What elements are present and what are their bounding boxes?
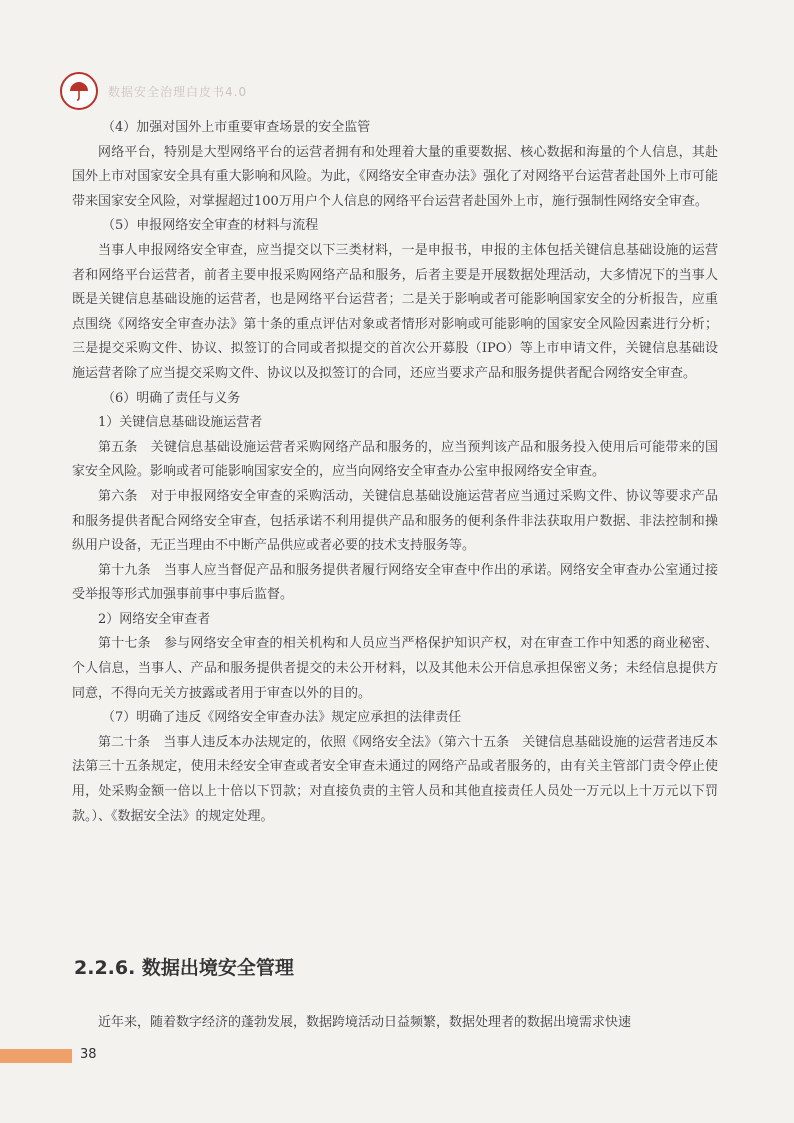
subheading-reviewer: 2）网络安全审查者 bbox=[98, 611, 211, 627]
article-20: 第二十条 当事人违反本办法规定的，依照《网络安全法》（第六十五条 关键信息基础设施的运营者违反本法第三十五条规定，使用未经安全审查或者安全审查未通过的网络产品或者服务的，由有关主管部门责令停止使用，处采购金额一倍以上十倍以下罚款；对直接负责的主管人员和其他直接责任人员处一万元以上十万元以下罚款。）、《数据安全法》的规定处理。 bbox=[72, 734, 718, 824]
subheading-operator: 1）关键信息基础设施运营者 bbox=[98, 415, 263, 431]
article-6: 第六条 对于申报网络安全审查的采购活动，关键信息基础设施运营者应当通过采购文件、协议等要求产品和服务提供者配合网络安全审查，包括承诺不利用提供产品和服务的便利条件非法获取用户数据、非法控制和操纵用户设备，无正当理由不中断产品供应或者必要的技术支持服务等。 bbox=[72, 488, 718, 554]
umbrella-logo-icon bbox=[60, 72, 98, 110]
page-number: 38 bbox=[80, 1047, 97, 1062]
paragraph: 网络平台，特别是大型网络平台的运营者拥有和处理着大量的重要数据、核心数据和海量的个人信息，其赴国外上市对国家安全具有重大影响和风险。为此，《网络安全审查办法》强化了对网络平台运营者赴国外上市可能带来国家安全风险，对掌握超过100万用户个人信息的网络平台运营者赴国外上市，施行强制性网络安全审查。 bbox=[72, 144, 718, 209]
footer-accent-bar bbox=[0, 1049, 72, 1063]
section-heading: 2.2.6. 数据出境安全管理 bbox=[74, 957, 294, 979]
heading-6: （6）明确了责任与义务 bbox=[102, 390, 241, 406]
article-17: 第十七条 参与网络安全审查的相关机构和人员应当严格保护知识产权，对在审查工作中知悉的商业秘密、个人信息，当事人、产品和服务提供者提交的未公开材料，以及其他未公开信息承担保密义务；未经信息提供方同意，不得向无关方披露或者用于审查以外的目的。 bbox=[72, 636, 718, 701]
article-5: 第五条 关键信息基础设施运营者采购网络产品和服务的，应当预判该产品和服务投入使用后可能带来的国家安全风险。影响或者可能影响国家安全的，应当向网络安全审查办公室申报网络安全审查。 bbox=[72, 439, 718, 480]
article-19: 第十九条 当事人应当督促产品和服务提供者履行网络安全审查中作出的承诺。网络安全审查办公室通过接受举报等形式加强事前事中事后监督。 bbox=[72, 562, 718, 603]
paragraph: 当事人申报网络安全审查，应当提交以下三类材料，一是申报书，申报的主体包括关键信息基础设施的运营者和网络平台运营者，前者主要申报采购网络产品和服务，后者主要是开展数据处理活动，大多情况下的当事人既是关键信息基础设施的运营者，也是网络平台运营者；二是关于影响或者可能影响国家安全的分析报告，应重点围绕《网络安全审查办法》第十条的重点评估对象或者情形对影响或可能影响的国家安全风险因素进行分析；三是提交采购文件、协议、拟签订的合同或者拟提交的首次公开募股（IPO）等上市申请文件，关键信息基础设施运营者除了应当提交采购文件、协议以及拟签订的合同，还应当要求产品和服务提供者配合网络安全审查。 bbox=[72, 242, 718, 381]
header-title: 数据安全治理白皮书4.0 bbox=[108, 84, 248, 99]
heading-7: （7）明确了违反《网络安全审查办法》规定应承担的法律责任 bbox=[102, 710, 462, 726]
section-intro: 近年来，随着数字经济的蓬勃发展，数据跨境活动日益频繁，数据处理者的数据出境需求快速 bbox=[98, 1015, 632, 1030]
page-header bbox=[60, 72, 247, 110]
heading-4: （4）加强对国外上市重要审查场景的安全监管 bbox=[102, 120, 371, 135]
document-body bbox=[72, 116, 718, 829]
heading-5: （5）申报网络安全审查的材料与流程 bbox=[102, 218, 319, 234]
